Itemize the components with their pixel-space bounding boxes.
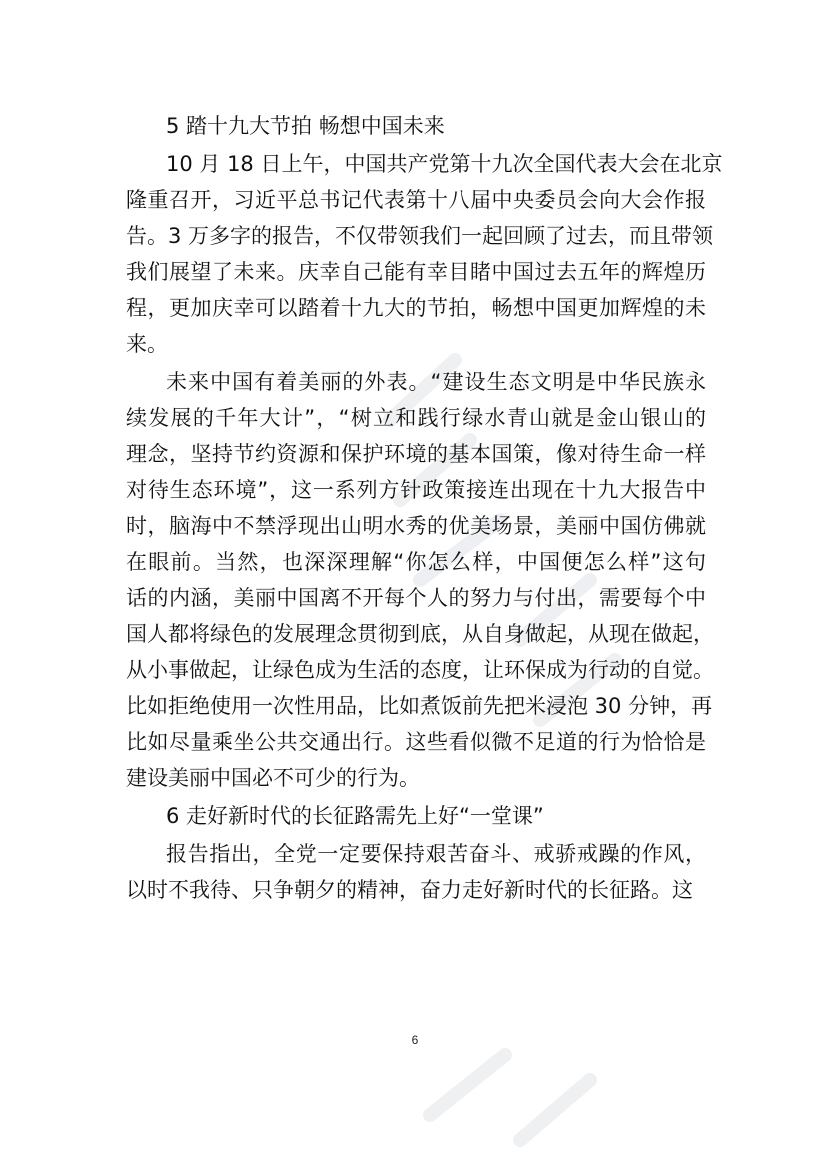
section-heading: 6 走好新时代的长征路需先上好“一堂课” [166, 804, 544, 828]
paragraph-line: 从小事做起，让绿色成为生活的态度，让环保成为行动的自觉。 [126, 658, 714, 682]
paragraph-line: 来。 [126, 332, 168, 356]
paragraph-line: 程，更加庆幸可以踏着十九大的节拍，畅想中国更加辉煌的未 [126, 296, 706, 320]
paragraph-line: 报告指出，全党一定要保持艰苦奋斗、戒骄戒躁的作风， [166, 842, 706, 866]
page-number: 6 [411, 1033, 419, 1047]
paragraph-line: 比如尽量乘坐公共交通出行。这些看似微不足道的行为恰恰是 [126, 730, 706, 754]
section-heading: 5 踏十九大节拍 畅想中国未来 [166, 114, 445, 138]
paragraph-line: 国人都将绿色的发展理念贯彻到底，从自身做起，从现在做起， [126, 622, 714, 646]
paragraph-line: 建设美丽中国必不可少的行为。 [126, 766, 420, 790]
paragraph-line: 隆重召开，习近平总书记代表第十八届中央委员会向大会作报 [126, 188, 706, 212]
paragraph-line: 对待生态环境”，这一系列方针政策接连出现在十九大报告中 [126, 478, 706, 502]
paragraph-line: 时，脑海中不禁浮现出山明水秀的优美场景，美丽中国仿佛就 [126, 514, 706, 538]
paragraph-line: 未来中国有着美丽的外表。“建设生态文明是中华民族永 [166, 370, 706, 394]
paragraph-line: 在眼前。当然，也深深理解“你怎么样，中国便怎么样”这句 [126, 550, 706, 574]
paragraph-line: 比如拒绝使用一次性用品，比如煮饭前先把米浸泡 30 分钟，再 [126, 694, 713, 718]
paragraph-line: 10 月 18 日上午，中国共产党第十九次全国代表大会在北京 [166, 152, 723, 176]
paragraph-line: 理念，坚持节约资源和保护环境的基本国策，像对待生命一样 [126, 442, 706, 466]
paragraph-line: 以时不我待、只争朝夕的精神，奋力走好新时代的长征路。这 [126, 878, 693, 902]
paragraph-line: 话的内涵，美丽中国离不开每个人的努力与付出，需要每个中 [126, 586, 706, 610]
paragraph-line: 续发展的千年大计”，“树立和践行绿水青山就是金山银山的 [126, 406, 706, 430]
paragraph-line: 我们展望了未来。庆幸自己能有幸目睹中国过去五年的辉煌历 [126, 260, 706, 284]
paragraph-line: 告。3 万多字的报告，不仅带领我们一起回顾了过去，而且带领 [126, 224, 714, 248]
